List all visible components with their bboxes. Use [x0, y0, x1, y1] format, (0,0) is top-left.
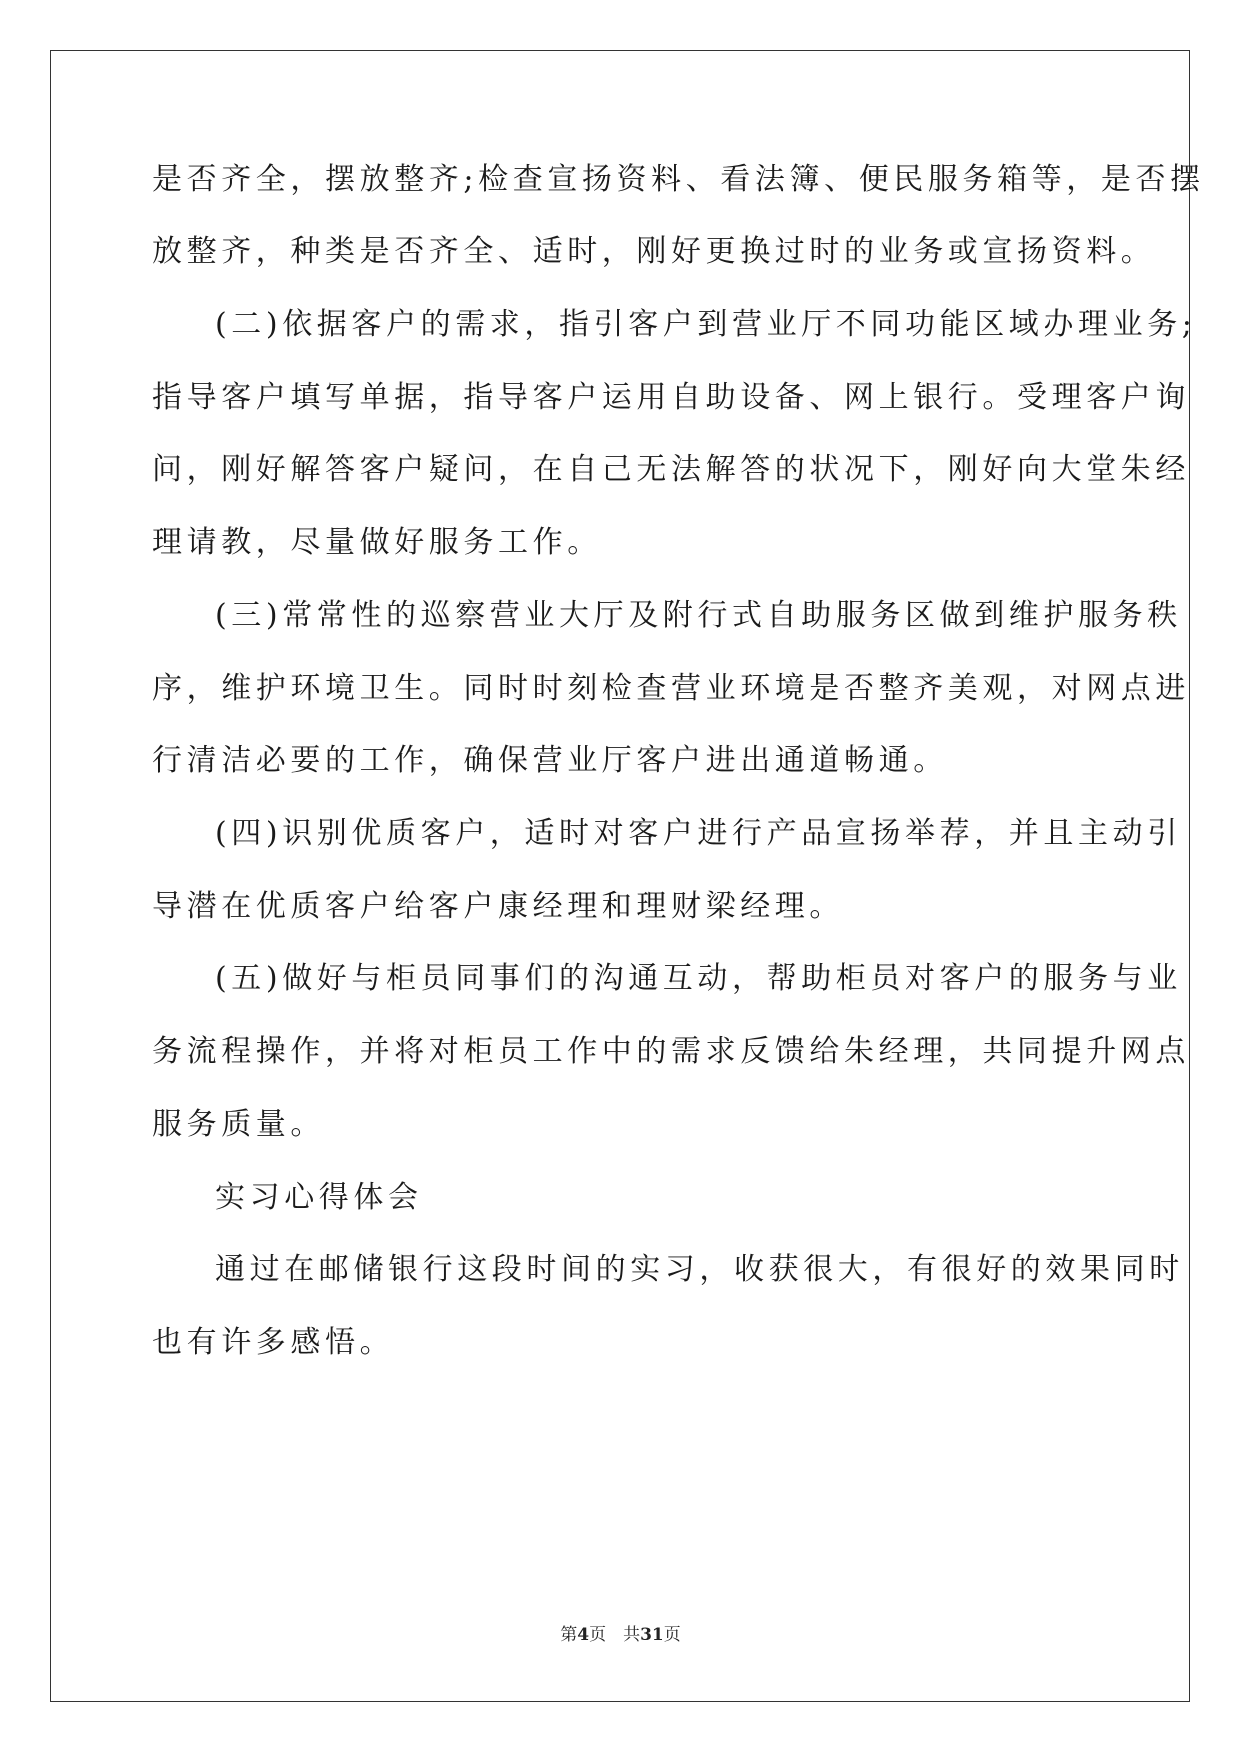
paragraph-start-line: (五)做好与柜员同事们的沟通互动，帮助柜员对客户的服务与业 [215, 961, 1182, 996]
footer-prefix: 第 [560, 1625, 578, 1645]
text-line: 问，刚好解答客户疑问，在自己无法解答的状况下，刚好向大堂朱经 [152, 452, 1190, 487]
text-line: 序，维护环境卫生。同时时刻检查营业环境是否整齐美观，对网点进 [152, 671, 1190, 706]
total-page-count: 31 [640, 1625, 664, 1645]
text-line: 是否齐全，摆放整齐;检查宣扬资料、看法簿、便民服务箱等，是否摆 [152, 162, 1205, 197]
paragraph-start-line: (三)常常性的巡察营业大厅及附行式自助服务区做到维护服务秩 [215, 598, 1182, 633]
page-border [50, 50, 1190, 1702]
page-footer [0, 1620, 1241, 1645]
section-heading: 实习心得体会 [215, 1180, 423, 1215]
text-line: 指导客户填写单据，指导客户运用自助设备、网上银行。受理客户询 [152, 380, 1190, 415]
current-page-number: 4 [577, 1625, 590, 1645]
paragraph-start-line: (四)识别优质客户，适时对客户进行产品宣扬举荐，并且主动引 [215, 816, 1182, 851]
text-line: 行清洁必要的工作，确保营业厅客户进出通道畅通。 [152, 743, 948, 778]
text-line: 务流程操作，并将对柜员工作中的需求反馈给朱经理，共同提升网点 [152, 1034, 1190, 1069]
paragraph-start-line: (二)依据客户的需求，指引客户到营业厅不同功能区域办理业务; [215, 307, 1197, 342]
footer-mid: 页 共 [589, 1625, 641, 1645]
footer-suffix: 页 [663, 1625, 681, 1645]
text-line: 导潜在优质客户给客户康经理和理财梁经理。 [152, 889, 844, 924]
text-line: 服务质量。 [152, 1107, 325, 1142]
text-line: 理请教，尽量做好服务工作。 [152, 525, 602, 560]
text-line: 也有许多感悟。 [152, 1325, 395, 1360]
paragraph-start-line: 通过在邮储银行这段时间的实习，收获很大，有很好的效果同时 [215, 1252, 1184, 1287]
text-line: 放整齐，种类是否齐全、适时，刚好更换过时的业务或宣扬资料。 [152, 234, 1156, 269]
